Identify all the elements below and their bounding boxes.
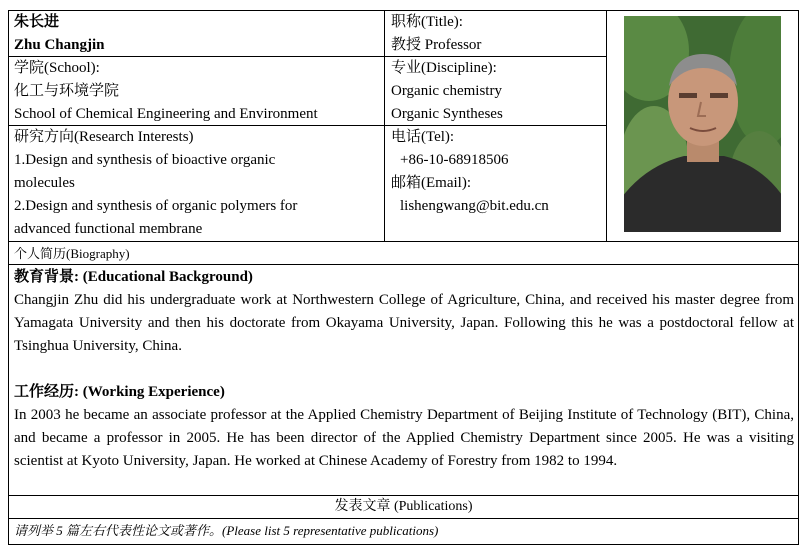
research-label: 研究方向(Research Interests) [14,129,194,145]
border-left [8,10,9,545]
publications-instruction: 请列举 5 篇左右代表性论文或著作。(Please list 5 representative publications) [14,523,439,538]
school-chinese: 化工与环境学院 [14,83,120,99]
discipline-1: Organic chemistry [391,83,502,99]
divider-row4 [8,264,799,265]
divider-row3 [8,241,799,242]
education-heading: 教育背景: (Educational Background) [14,269,253,285]
work-heading: 工作经历: (Working Experience) [14,384,225,400]
research-item-2a: 2.Design and synthesis of organic polymers for [14,198,298,214]
title-value: 教授 Professor [391,37,482,53]
profile-photo-image [624,16,781,232]
publications-header: 发表文章 (Publications) [334,499,473,514]
research-item-1a: 1.Design and synthesis of bioactive organic [14,152,276,168]
divider-col2 [606,10,607,242]
divider-col1 [384,10,385,242]
tel-label: 电话(Tel): [391,129,455,145]
border-bottom [8,544,799,545]
discipline-label: 专业(Discipline): [391,60,497,76]
biography-header: 个人简历(Biography) [14,246,130,261]
school-english: School of Chemical Engineering and Environment [14,106,318,122]
discipline-2: Organic Syntheses [391,106,503,122]
school-label: 学院(School): [14,60,100,76]
email-value: lishengwang@bit.edu.cn [400,198,549,214]
work-text: In 2003 he became an associate professor at the Applied Chemistry Department of Beijing Institute of Technology (BIT), China, and became a professor in 2005. He has been director of the Applied Chemistry Department since 2005. He was a visiting scientist at Kyoto University, Japan. He worked at Chinese Academy of Forestry from 1982 to 1994. [14,407,794,469]
tel-value: +86-10-68918506 [400,152,509,168]
name-chinese: 朱长进 [14,14,60,30]
research-item-1b: molecules [14,175,75,191]
email-label: 邮箱(Email): [391,175,471,191]
name-english: Zhu Changjin [14,37,105,53]
profile-photo [624,16,781,232]
title-label: 职称(Title): [391,14,463,30]
divider-row6 [8,518,799,519]
border-right [798,10,799,545]
research-item-2b: advanced functional membrane [14,221,203,237]
divider-row5 [8,495,799,496]
education-text: Changjin Zhu did his undergraduate work at Northwestern College of Agriculture, China, and received his master degree from Yamagata University and then his doctorate from Okayama University, Japan. Following this he was a postdoctoral fellow at Tsinghua University, China. [14,292,794,354]
